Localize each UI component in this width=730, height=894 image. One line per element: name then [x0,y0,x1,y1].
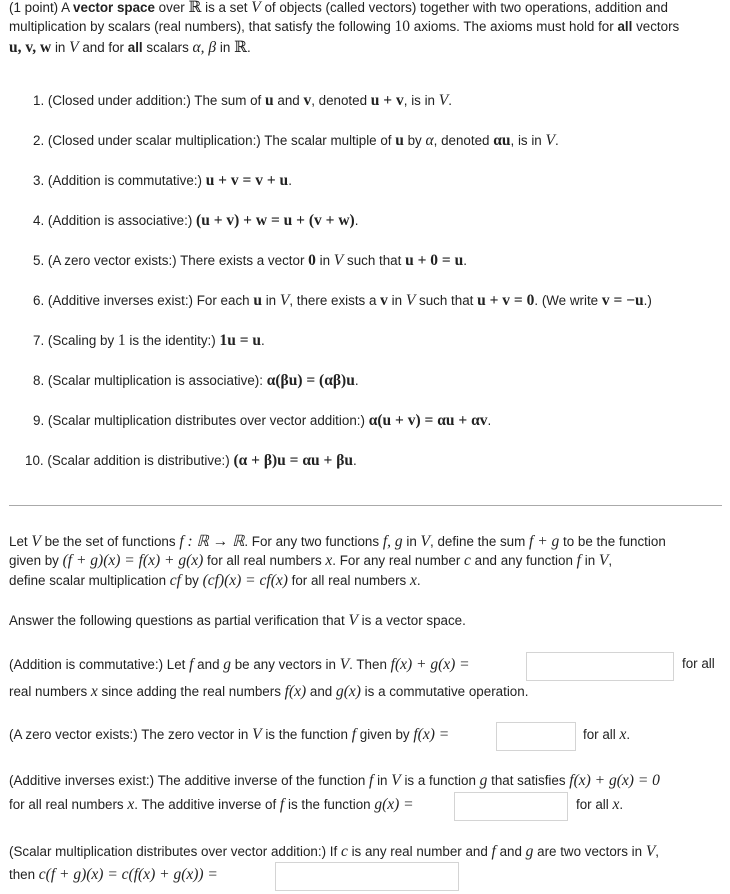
q1-line-2: real numbers x since adding the real numbers f(x) and g(x) is a commutative operation. [9,683,529,700]
section-divider [9,505,722,506]
points-label: (1 point) [9,0,59,15]
q3-answer-input[interactable] [454,792,568,821]
term-vector-space: vector space [73,0,155,15]
q2-for-all: for all x. [583,726,631,743]
q1-for-all: for all [682,656,715,671]
axiom-8: 8. (Scalar multiplication is associative): α(βu) = (αβ)u. [33,372,359,389]
intro-line-2: multiplication by scalars (real numbers), that satisfy the following 10 axioms. The axioms must hold for all vectors [9,18,680,35]
q4-line-2: then c(f + g)(x) = c(f(x) + g(x)) = [9,866,218,883]
axiom-7: 7. (Scaling by 1 is the identity:) 1u = u. [33,332,265,349]
axiom-6: 6. (Additive inverses exist:) For each u in V, there exists a v in V such that u + v = 0. (We write v = −u.) [33,292,652,309]
answer-instruction: Answer the following questions as partial verification that V is a vector space. [9,612,466,629]
axiom-9: 9. (Scalar multiplication distributes over vector addition:) α(u + v) = αu + αv. [33,412,492,429]
q2-answer-input[interactable] [496,722,576,751]
problem-line-2: given by (f + g)(x) = f(x) + g(x) for all real numbers x. For any real number c and any function f in V, [9,552,613,569]
q3-for-all: for all x. [576,796,624,813]
q4-line-1: (Scalar multiplication distributes over vector addition:) If c is any real number and f and g are two vectors in V, [9,843,660,860]
q4-answer-input[interactable] [275,862,459,891]
intro-line-1: (1 point) A vector space over ℝ is a set V of objects (called vectors) together with two operations, addition and [9,0,668,16]
q3-line-1: (Additive inverses exist:) The additive inverse of the function f in V is a function g that satisfies f(x) + g(x) = 0 [9,772,660,789]
q1-answer-input[interactable] [526,652,674,681]
intro-line-3: u, v, w in V and for all scalars α, β in ℝ. [9,39,251,56]
axiom-3: 3. (Addition is commutative:) u + v = v + u. [33,172,292,189]
axiom-10: 10. (Scalar addition is distributive:) (α + β)u = αu + βu. [25,452,357,469]
q1-line-1: (Addition is commutative:) Let f and g be any vectors in V. Then f(x) + g(x) = [9,656,470,673]
q2-line: (A zero vector exists:) The zero vector in V is the function f given by f(x) = [9,726,450,743]
axiom-4: 4. (Addition is associative:) (u + v) + w = u + (v + w). [33,212,359,229]
problem-line-1: Let V be the set of functions f : ℝ → ℝ. For any two functions f, g in V, define the sum f + g to be the function [9,533,666,550]
axiom-1: 1. (Closed under addition:) The sum of u and v, denoted u + v, is in V. [33,92,452,109]
axiom-2: 2. (Closed under scalar multiplication:) The scalar multiple of u by α, denoted αu, is in V. [33,132,559,149]
problem-line-3: define scalar multiplication cf by (cf)(x) = cf(x) for all real numbers x. [9,572,421,589]
axiom-5: 5. (A zero vector exists:) There exists a vector 0 in V such that u + 0 = u. [33,252,467,269]
q3-line-2: for all real numbers x. The additive inverse of f is the function g(x) = [9,796,414,813]
